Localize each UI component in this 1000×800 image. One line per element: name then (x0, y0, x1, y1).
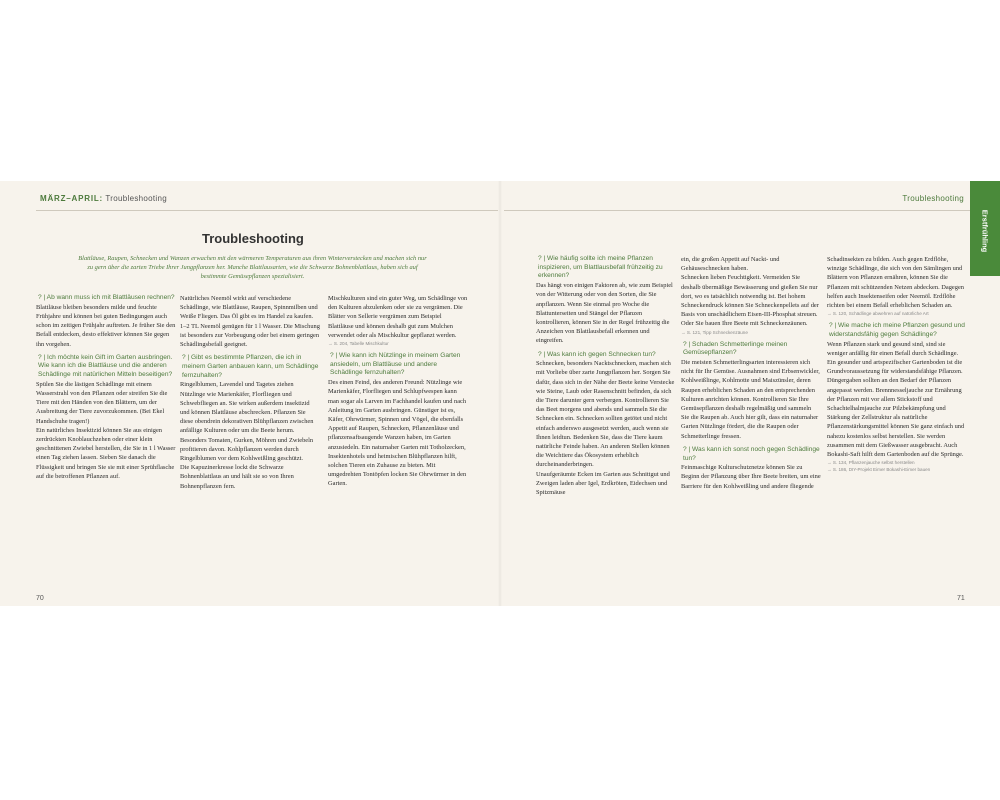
intro-text: Blattläuse, Raupen, Schnecken und Wanzen erwachen mit den wärmeren Temperaturen aus ihren Winterverstecken und machen sich nur zu gern über die zarten Triebe Ihrer Jungpflanzen her. Manche Blattlausarten, wie die Schwarze Bohnenblattlaus, haben sich auf bestimmte Gemüsepflanzen spezialisiert. (78, 255, 427, 280)
cross-reference: → S. 204, Tabelle Mischkultur (328, 341, 389, 347)
chapter-tab-label: Erstfrühling (980, 209, 990, 253)
cross-reference: → S. 120, Schädlinge abwehren auf natürliche Art (827, 311, 929, 317)
running-head-right: Troubleshooting (902, 194, 964, 203)
question-heading: ? | Gibt es bestimmte Pflanzen, die ich in meinem Garten anbauen kann, um Schädlinge fernzuhalten? (182, 354, 319, 379)
paragraph: Die meisten Schmetterlingsarten interessieren sich nicht für Ihr Gemüse. Ausnahmen sind Erbsenwickler, Kohlweißlinge, Kohlmotte und Maiszünsler, deren Raupen erheblichen Schaden an den entsprechenden Kulturen anrichten können. Kontrollieren Sie Ihre Gemüsepflanzen deshalb regelmäßig und sammeln Sie die Raupen ab. Auch hier gilt, dass ein naturnaher Garten Nützlinge fördert, die die Raupen oder Schmetterlinge fressen. (681, 359, 820, 440)
cross-reference: → S. 186, DIY-Projekt Eimer Bokashi-Eimer bauen (827, 467, 931, 473)
page-number-right: 71 (957, 595, 965, 602)
question-heading: ? | Ab wann muss ich mit Blattläusen rechnen? (38, 294, 175, 301)
running-head-left (40, 194, 167, 203)
paragraph: Blattläuse bleiben besonders milde und feuchte Frühjahre und können bei guten Bedingungen auch schon im zeitigen Frühjahr auftreten. Je früher Sie den Befall entdecken, desto effektiver können Sie gegen ihn vorgehen. (36, 303, 176, 348)
cross-reference: → S. 134, Pflanzenjauche selbst herstellen (827, 460, 915, 466)
cross-reference: → S. 121, Tipp Schneckenzäune (681, 329, 748, 335)
gutter (498, 181, 502, 606)
header-rule-right (504, 210, 970, 211)
page-title: Troubleshooting (202, 231, 304, 246)
book-spread (0, 181, 1000, 606)
paragraph: Schadinsekten zu bilden. Auch gegen Erdflöhe, winzige Schädlinge, die sich von den Sämlingen und Blättern von Pflanzen ernähren, können Sie die Pflanzen mit schützenden Netzen abdecken. Dagegen helfen auch Insektenseifen oder Neemöl. Erdflöhe richten bei einem Befall erheblichen Schaden an. (827, 256, 964, 310)
paragraph: Natürliches Neemöl wirkt auf verschiedene Schädlinge, wie Blattläuse, Raupen, Spinnmilben und Weiße Fliegen. Das Öl gibt es im Handel zu kaufen. 1–2 TL Neemöl genügen für 1 l Wasser. Die Mischung ist besonders zur Vorbeugung oder bei einem geringen Schädlingsbefall geeignet. (180, 295, 320, 349)
paragraph: ein, die großen Appetit auf Nackt- und Gehäuseschnecken haben. (681, 256, 780, 273)
paragraph: Die Kapuzinerkresse lockt die Schwarze Bohnenblattlaus an und hält sie so von Ihren Bohnenpflanzen fern. (180, 464, 294, 490)
question-heading: ? | Was kann ich gegen Schnecken tun? (538, 350, 656, 358)
question-heading: ? | Was kann ich sonst noch gegen Schädlinge tun? (683, 445, 820, 462)
header-rule-left (36, 210, 498, 211)
column-1 (36, 294, 176, 481)
paragraph: Mischkulturen sind ein guter Weg, um Schädlinge von den Kulturen abzulenken oder sie zu vergrämen. Die Blätter von Sellerie vergrämen zum Beispiel Blattläuse und können deshalb gut zum Mulchen verwendet oder als Mischkultur gepflanzt werden. (328, 295, 468, 339)
question-heading: ? | Wie häufig sollte ich meine Pflanzen inspizieren, um Blattlausbefall frühzeitig zu erkennen? (538, 255, 663, 280)
question-heading: ? | Ich möchte kein Gift im Garten ausbringen. Wie kann ich die Blattläuse und die anderen Schädlinge mit natürlichen Mitteln beseitigen? (38, 353, 173, 379)
question-heading: ? | Wie mache ich meine Pflanzen gesund und widerstandsfähig gegen Schädlinge? (829, 322, 965, 338)
column-5 (681, 255, 821, 491)
paragraph: Ein natürliches Insektizid können Sie aus einigen zerdrückten Knoblauchzehen oder einer klein geschnittenen Zwiebel herstellen, die Sie in 1 l Wasser einen Tag ziehen lassen. Sieben Sie danach die Flüssigkeit und bringen Sie sie mit einer Sprühflasche auf die betroffenen Pflanzen auf. (36, 426, 176, 480)
paragraph: Schnecken, besonders Nacktschnecken, machen sich mit Vorliebe über zarte Jungpflanzen her. Sorgen Sie dafür, dass sich in der Nähe der Beete keine Verstecke wie Steine, Laub oder Rasenschnitt befinden, da sich die Tiere darunter gern verbergen. Kontrollieren Sie das Beet morgens und abends und sammeln Sie die Schnecken ein. Schnecken sollten getötet und nicht einfach anderswo ausgesetzt werden, auch wenn sie Ihnen leidtun. Bedenken Sie, dass die Tiere kaum natürliche Feinde haben. An anderen Stellen können die Weichtiere das Ökosystem erheblich durcheinanderbringen. (536, 360, 675, 469)
question-heading: ? | Wie kann ich Nützlinge in meinem Garten ansiedeln, um Blattläuse und andere Schädlinge fernzuhalten? (330, 352, 461, 377)
paragraph: Wenn Pflanzen stark und gesund sind, sind sie weniger anfällig für einen Befall durch Schädlinge. Ein gesunder und artspezifischer Gartenboden ist die Grundvoraussetzung für widerstandsfähige Pflanzen. Düngergaben sollten an den Bedarf der Pflanzen angepasst werden. Brennnesseljauche zur Ernährung der Pflanzen mit vor allem Stickstoff und Schachtelhalmjauche zur Pilzbekämpfung und Stärkung der Zellstruktur als natürliche Pflanzenstärkungsmittel können Sie ganz einfach und nahezu kostenlos selbst herstellen. Sie werden zusammen mit dem Gießwasser ausgebracht. Auch Bokashi-Saft hilft dem Gartenboden auf die Sprünge. (827, 340, 965, 459)
page-number-left: 70 (36, 595, 44, 602)
running-head-section: MÄRZ–APRIL: (40, 194, 104, 203)
paragraph: Spülen Sie die lästigen Schädlinge mit einem Wasserstrahl von den Pflanzen oder streifen Sie die Tiere mit den Händen von den Blättern, um der Ausbreitung der Tiere zuvorzukommen. (Bei Ekel Handschuhe tragen!) (36, 380, 168, 425)
paragraph: Unaufgeräumte Ecken im Garten aus Schnittgut und Zweigen laden aber Igel, Erdkröten, Eidechsen und Spitzmäuse (536, 470, 670, 497)
column-6 (827, 255, 967, 473)
paragraph: Des einen Feind, des anderen Freund: Nützlinge wie Marienkäfer, Florfliegen und Schlupfwespen kann man sogar als Larven im Fachhandel kaufen und nach Anleitung im Garten ausbringen. Günstiger ist es, Käfer, Ohrwürmer, Spinnen und Vögel, die ebenfalls Appetit auf Raupen, Schnecken, Pflanzenläuse und pflanzensaftsaugende Wanzen haben, im Garten anzusiedeln. Ein naturnaher Garten mit Totholzecken, Insektenhotels und heimischen Blühpflanzen hilft, solchen Tieren ein Zuhause zu bieten. Mit umgedrehten Tontöpfen locken Sie Ohrwürmer in den Garten. (328, 379, 467, 488)
column-3 (328, 294, 468, 489)
column-4 (536, 255, 676, 497)
question-heading: ? | Schaden Schmetterlinge meinen Gemüsepflanzen? (683, 340, 788, 357)
chapter-tab (970, 181, 1000, 276)
paragraph: Feinmaschige Kulturschutznetze können Sie zu Beginn der Pflanzung über Ihre Beete breiten, um eine Barriere für den Kohlweißling und andere fliegende (681, 464, 821, 490)
paragraph: Das hängt von einigen Faktoren ab, wie zum Beispiel von der Witterung oder von den Sorten, die Sie anpflanzen. Wenn Sie einmal pro Woche die Blattunterseiten und Stängel der Pflanzen kontrollieren, können Sie in der Regel frühzeitig die Anzeichen von Blattlausbefall erkennen und eingreifen. (536, 282, 673, 345)
running-head-left-title: Troubleshooting (105, 194, 167, 203)
column-2 (180, 294, 320, 491)
paragraph: Ringelblumen, Lavendel und Tagetes ziehen Nützlinge wie Marienkäfer, Florfliegen und Schwebfliegen an. Sie wirken außerdem insektizid und können Blattläuse abschrecken. Pflanzen Sie diese obendrein dekorativen Blühpflanzen zwischen anfällige Kulturen oder um die Beete herum. Besonders Tomaten, Gurken, Möhren und Zwiebeln profitieren davon. Kohlpflanzen werden durch Ringelblumen vor dem Kohlweißling geschützt. (180, 381, 314, 462)
paragraph: Schnecken lieben Feuchtigkeit. Vermeiden Sie deshalb übermäßige Bewässerung und gießen Sie nur dort, wo es tatsächlich notwendig ist. Bei hohem Schneckendruck können Sie Schneckenpellets auf der Basis von unschädlichem Eisen-III-Phosphat streuen. Oder Sie bauen Ihre Beete mit Schneckenzäunen. (681, 274, 819, 328)
